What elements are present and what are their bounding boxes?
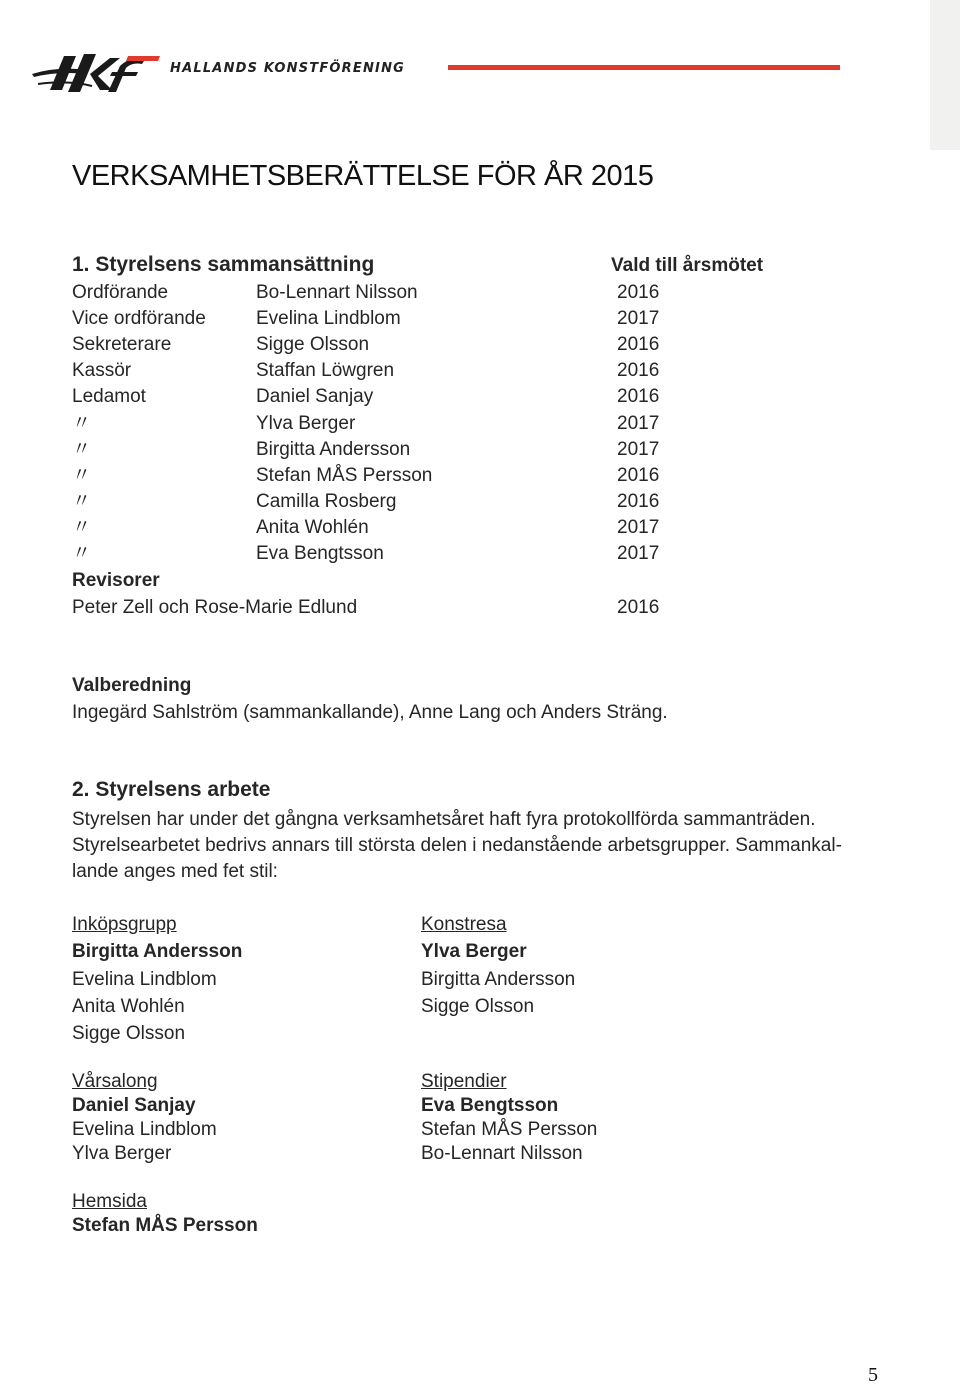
paragraph-line: Styrelsearbetet bedrivs annars till största delen i nedanstående arbetsgrupper. Sammankal- xyxy=(72,835,842,856)
year-cell: 2016 xyxy=(617,491,660,512)
group-member: Birgitta Andersson xyxy=(421,969,576,990)
group-member: Bo-Lennart Nilsson xyxy=(421,1143,583,1164)
scan-edge-strip xyxy=(930,0,960,150)
group-title: Vårsalong xyxy=(72,1071,158,1092)
paragraph-line: lande anges med fet stil: xyxy=(72,861,278,882)
role-cell: Ordförande xyxy=(72,282,169,303)
member-name-cell: Staffan Löwgren xyxy=(256,360,395,381)
group-title: Konstresa xyxy=(421,914,507,935)
member-name-cell: Birgitta Andersson xyxy=(256,439,411,460)
year-cell: 2016 xyxy=(617,465,660,486)
ditto-mark: 〃 xyxy=(72,543,92,564)
role-cell: Vice ordförande xyxy=(72,308,206,329)
member-name-cell: Evelina Lindblom xyxy=(256,308,401,329)
group-member: Evelina Lindblom xyxy=(72,969,217,990)
group-title: Inköpsgrupp xyxy=(72,914,177,935)
year-cell: 2017 xyxy=(617,543,660,564)
nomination-committee-heading: Valberedning xyxy=(72,675,192,696)
group-convener: Ylva Berger xyxy=(421,941,527,962)
document-title: VERKSAMHETSBERÄTTELSE FÖR ÅR 2015 xyxy=(72,160,654,192)
year-cell: 2017 xyxy=(617,308,660,329)
group-member: Stefan MÅS Persson xyxy=(421,1119,598,1140)
group-title: Hemsida xyxy=(72,1191,147,1212)
role-cell: Ledamot xyxy=(72,386,146,407)
auditors-heading: Revisorer xyxy=(72,570,160,591)
ditto-mark: 〃 xyxy=(72,439,92,460)
ditto-mark: 〃 xyxy=(72,465,92,486)
elected-until-header: Vald till årsmötet xyxy=(611,255,764,276)
year-cell: 2016 xyxy=(617,386,660,407)
group-title: Stipendier xyxy=(421,1071,507,1092)
member-name-cell: Eva Bengtsson xyxy=(256,543,384,564)
group-convener: Eva Bengtsson xyxy=(421,1095,559,1116)
year-cell: 2016 xyxy=(617,360,660,381)
group-member: Anita Wohlén xyxy=(72,996,185,1017)
board-work-paragraph xyxy=(72,807,872,885)
header-red-rule xyxy=(448,65,840,70)
member-name-cell: Camilla Rosberg xyxy=(256,491,397,512)
member-name-cell: Bo-Lennart Nilsson xyxy=(256,282,418,303)
year-cell: 2017 xyxy=(617,413,660,434)
page-number: 5 xyxy=(868,1364,878,1386)
org-name: HALLANDS KONSTFÖRENING xyxy=(170,61,406,76)
ditto-mark: 〃 xyxy=(72,517,92,538)
section1-heading: 1. Styrelsens sammansättning xyxy=(72,253,375,276)
member-name-cell: Daniel Sanjay xyxy=(256,386,374,407)
section2-heading: 2. Styrelsens arbete xyxy=(72,778,271,801)
member-name-cell: Ylva Berger xyxy=(256,413,356,434)
group-convener: Stefan MÅS Persson xyxy=(72,1215,258,1236)
group-member: Sigge Olsson xyxy=(72,1023,186,1044)
paragraph-line: Styrelsen har under det gångna verksamhetsåret haft fyra protokollförda sammanträden. xyxy=(72,809,816,830)
role-cell: Sekreterare xyxy=(72,334,172,355)
year-cell: 2017 xyxy=(617,517,660,538)
hkf-logo xyxy=(28,46,168,100)
role-cell: Kassör xyxy=(72,360,132,381)
nomination-committee-text: Ingegärd Sahlström (sammankallande), Anne Lang och Anders Sträng. xyxy=(72,702,668,723)
ditto-mark: 〃 xyxy=(72,491,92,512)
group-convener: Birgitta Andersson xyxy=(72,941,243,962)
group-member: Ylva Berger xyxy=(72,1143,172,1164)
group-convener: Daniel Sanjay xyxy=(72,1095,196,1116)
group-member: Sigge Olsson xyxy=(421,996,535,1017)
auditors-names: Peter Zell och Rose-Marie Edlund xyxy=(72,597,358,618)
group-member: Evelina Lindblom xyxy=(72,1119,217,1140)
member-name-cell: Sigge Olsson xyxy=(256,334,370,355)
year-cell: 2016 xyxy=(617,334,660,355)
member-name-cell: Anita Wohlén xyxy=(256,517,369,538)
year-cell: 2016 xyxy=(617,282,660,303)
auditors-year: 2016 xyxy=(617,597,660,618)
year-cell: 2017 xyxy=(617,439,660,460)
member-name-cell: Stefan MÅS Persson xyxy=(256,465,433,486)
ditto-mark: 〃 xyxy=(72,413,92,434)
